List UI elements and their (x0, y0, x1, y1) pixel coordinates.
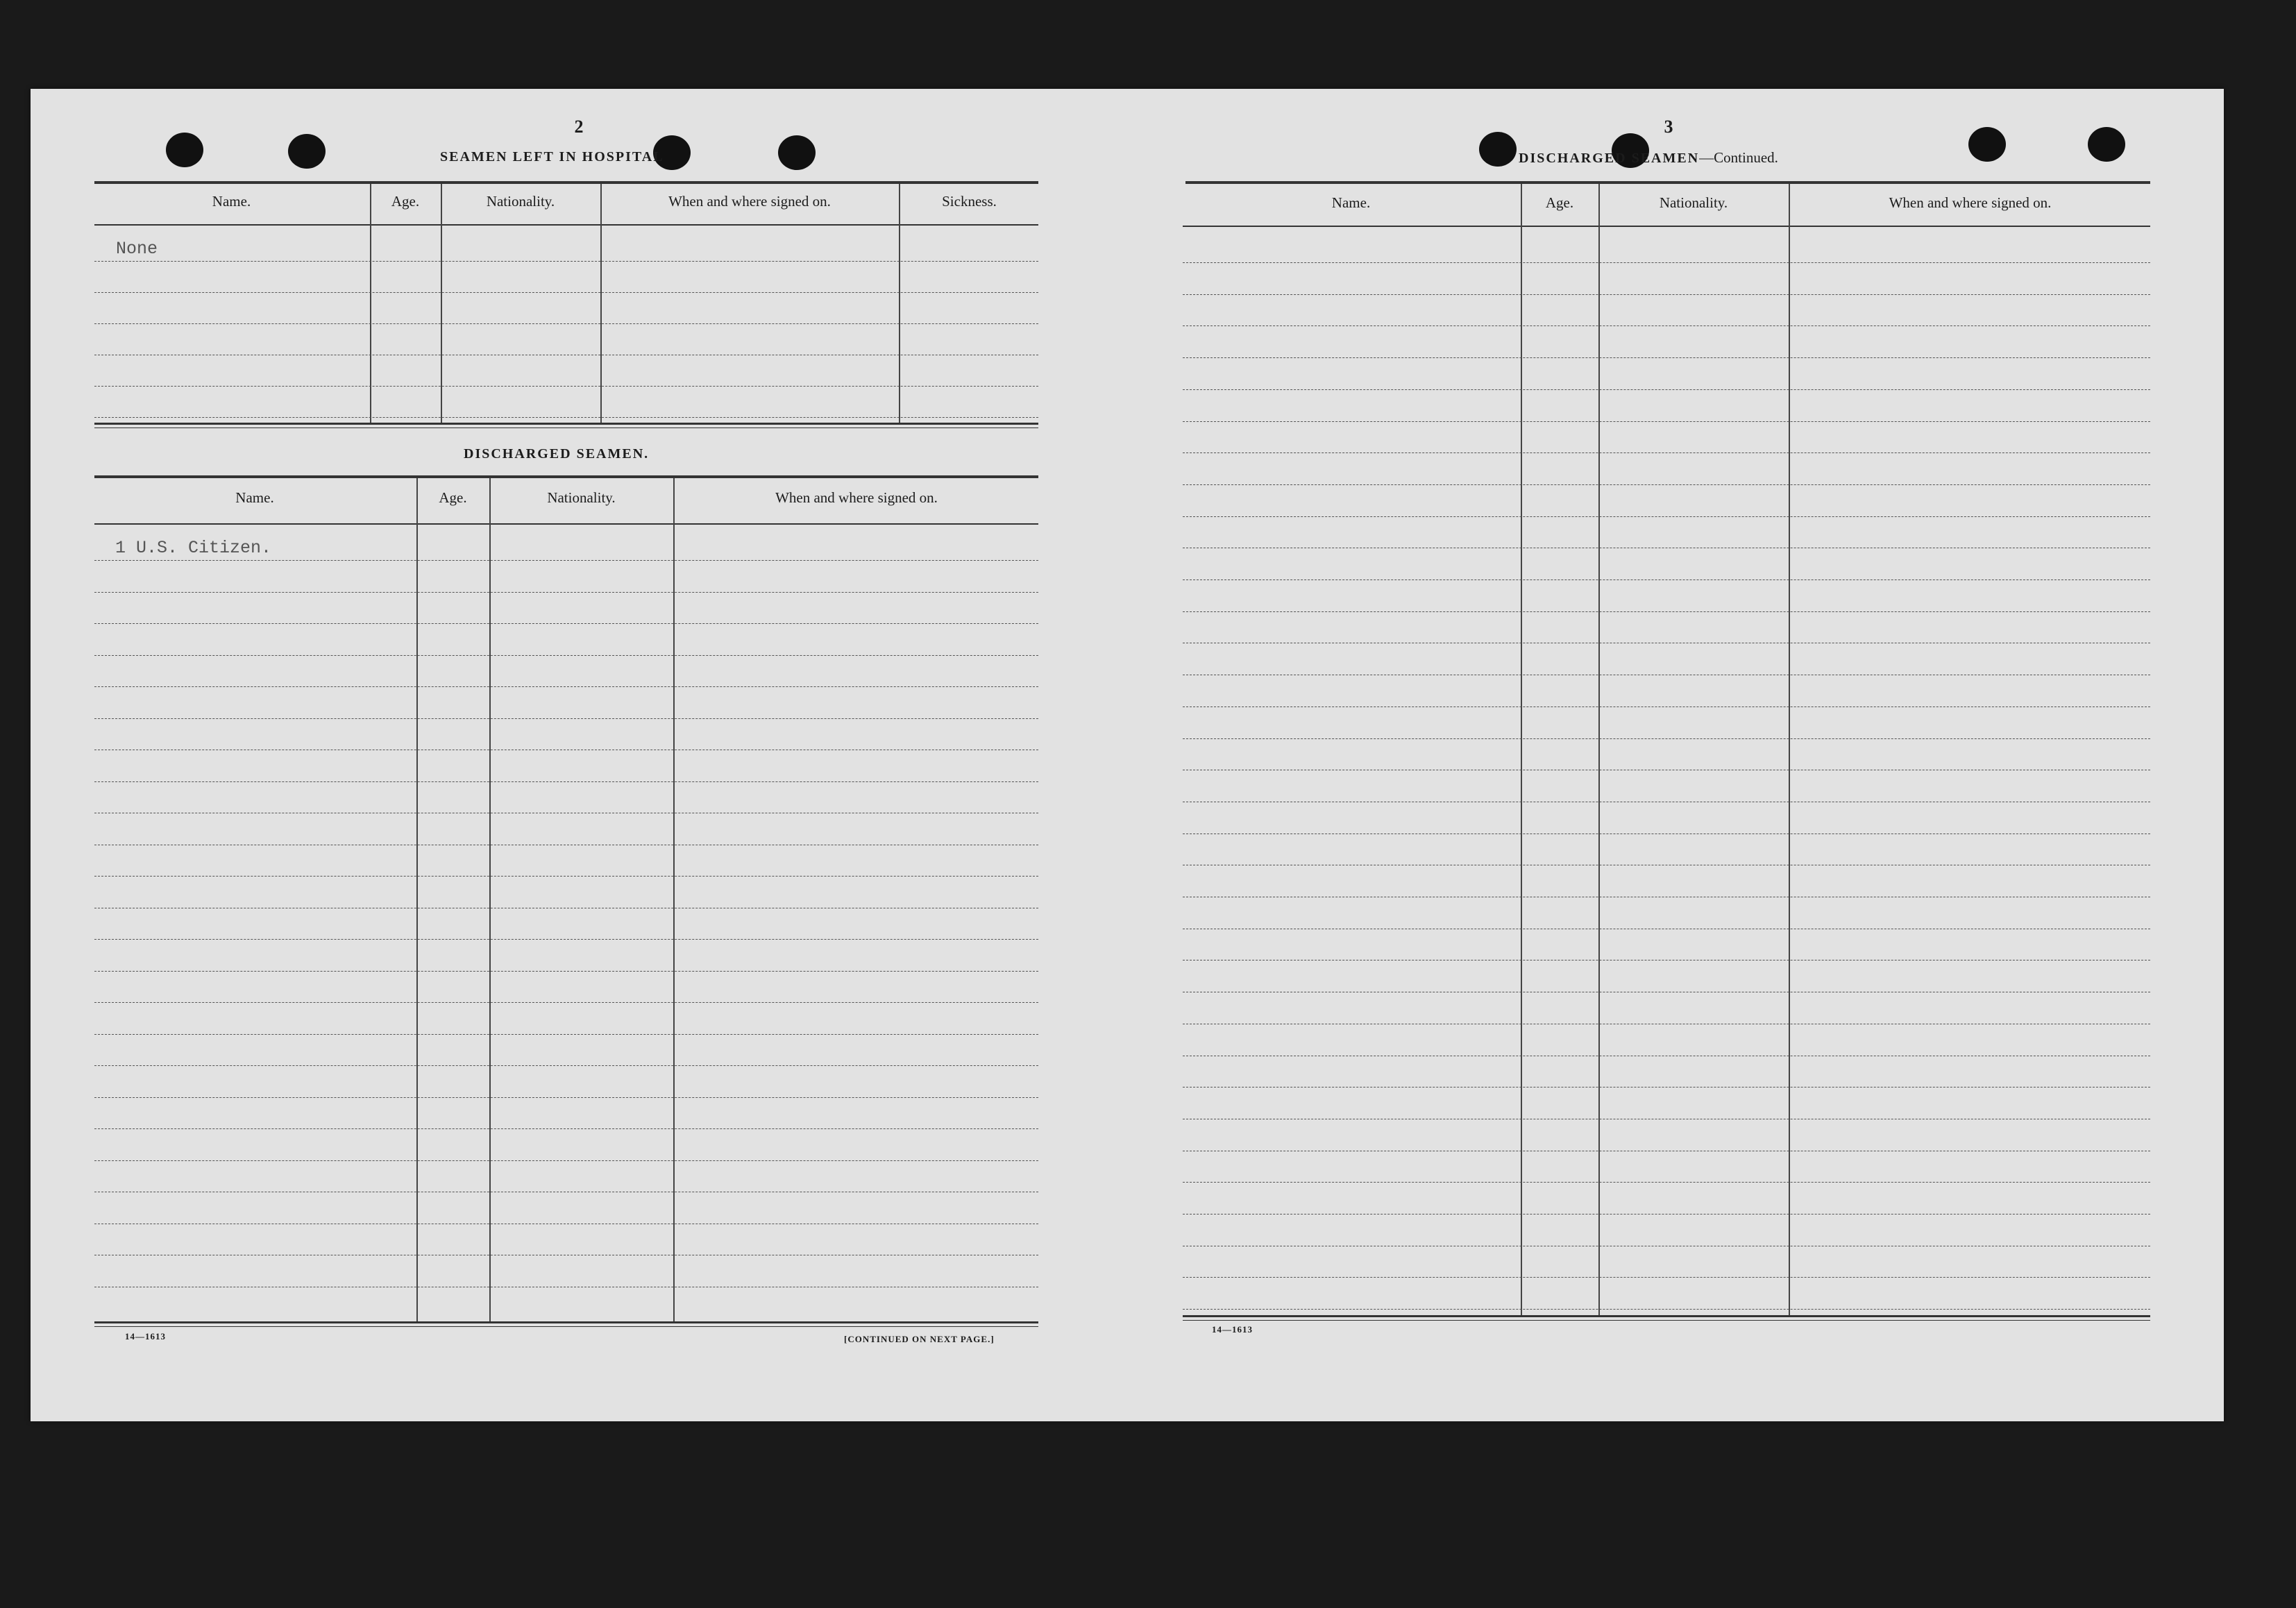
column-divider (370, 184, 371, 423)
column-divider (600, 184, 602, 423)
row-line (94, 592, 1038, 593)
row-line (94, 1128, 1038, 1129)
form-number: 14—1613 (1212, 1324, 1253, 1335)
row-line (1183, 611, 2150, 612)
column-divider (489, 478, 491, 1321)
column-header-nationality: Nationality. (486, 193, 555, 210)
discharged-section-title: DISCHARGED SEAMEN. (464, 446, 650, 462)
column-header-signed-on: When and where signed on. (775, 489, 938, 506)
row-line (1183, 421, 2150, 422)
punch-hole (1968, 127, 2006, 162)
title-main: DISCHARGED SEAMEN (1519, 151, 1700, 166)
row-line (94, 686, 1038, 687)
discharged-continued-title (1519, 149, 1778, 167)
hospital-section-title: SEAMEN LEFT IN HOSPITAL (440, 149, 664, 164)
row-line (1183, 357, 2150, 358)
table-top-rule (1185, 181, 2150, 184)
row-line (1183, 294, 2150, 295)
row-line (1183, 706, 2150, 707)
table-bottom-rule (1183, 1315, 2150, 1317)
column-divider (441, 184, 442, 423)
hospital-entry-name: None (116, 239, 158, 259)
row-line (94, 718, 1038, 719)
row-line (94, 1160, 1038, 1161)
page-number: 3 (1664, 117, 1673, 137)
row-line (94, 876, 1038, 877)
punch-hole (166, 133, 203, 167)
row-line (1183, 484, 2150, 485)
row-line (1183, 325, 2150, 326)
row-line (94, 1002, 1038, 1003)
row-line (94, 1034, 1038, 1035)
document-sheet (31, 89, 2224, 1421)
column-divider (1521, 184, 1522, 1315)
row-line (94, 323, 1038, 324)
form-number: 14—1613 (125, 1331, 166, 1342)
column-header-nationality: Nationality. (547, 489, 616, 506)
title-suffix: —Continued. (1699, 149, 1778, 166)
continued-note: [CONTINUED ON NEXT PAGE.] (844, 1334, 995, 1344)
row-line (94, 386, 1038, 387)
column-divider (673, 478, 675, 1321)
row-line (94, 417, 1038, 418)
punch-hole (288, 134, 326, 169)
row-line (1183, 579, 2150, 580)
row-line (1183, 738, 2150, 739)
row-line (94, 560, 1038, 561)
column-header-age: Age. (439, 489, 467, 506)
row-line (94, 971, 1038, 972)
table-bottom-rule (94, 1326, 1038, 1327)
column-header-name: Name. (1331, 194, 1371, 211)
row-line (94, 261, 1038, 262)
column-divider (1789, 184, 1790, 1315)
column-header-name: Name. (212, 193, 251, 210)
table-bottom-rule (1183, 1320, 2150, 1321)
row-line (1183, 389, 2150, 390)
row-line (94, 939, 1038, 940)
column-divider (416, 478, 418, 1321)
column-header-sickness: Sickness. (942, 193, 997, 210)
punch-hole (778, 135, 816, 170)
punch-hole (1479, 132, 1517, 167)
table-top-rule (94, 475, 1038, 478)
header-underline (94, 224, 1038, 226)
row-line (1183, 833, 2150, 834)
table-bottom-rule (94, 423, 1038, 425)
row-line (1183, 516, 2150, 517)
row-line (94, 1065, 1038, 1066)
column-header-age: Age. (391, 193, 420, 210)
page-number: 2 (574, 117, 584, 137)
column-header-signed-on: When and where signed on. (1889, 194, 2052, 211)
table-bottom-rule (94, 1321, 1038, 1323)
column-divider (899, 184, 900, 423)
row-line (1183, 1277, 2150, 1278)
column-header-age: Age. (1545, 194, 1574, 211)
table-top-rule (94, 181, 1038, 184)
row-line (94, 781, 1038, 782)
row-line (94, 292, 1038, 293)
row-line (1183, 1309, 2150, 1310)
column-header-nationality: Nationality. (1659, 194, 1728, 211)
row-line (1183, 452, 2150, 453)
discharged-entry-name: 1 U.S. Citizen. (115, 538, 272, 558)
row-line (1183, 1182, 2150, 1183)
row-line (94, 1097, 1038, 1098)
row-line (94, 623, 1038, 624)
header-underline (1183, 226, 2150, 227)
row-line (1183, 1214, 2150, 1215)
column-header-name: Name. (235, 489, 274, 506)
punch-hole (2088, 127, 2125, 162)
header-underline (94, 523, 1038, 525)
row-line (1183, 262, 2150, 263)
column-header-signed-on: When and where signed on. (668, 193, 831, 210)
row-line (94, 655, 1038, 656)
column-divider (1598, 184, 1600, 1315)
